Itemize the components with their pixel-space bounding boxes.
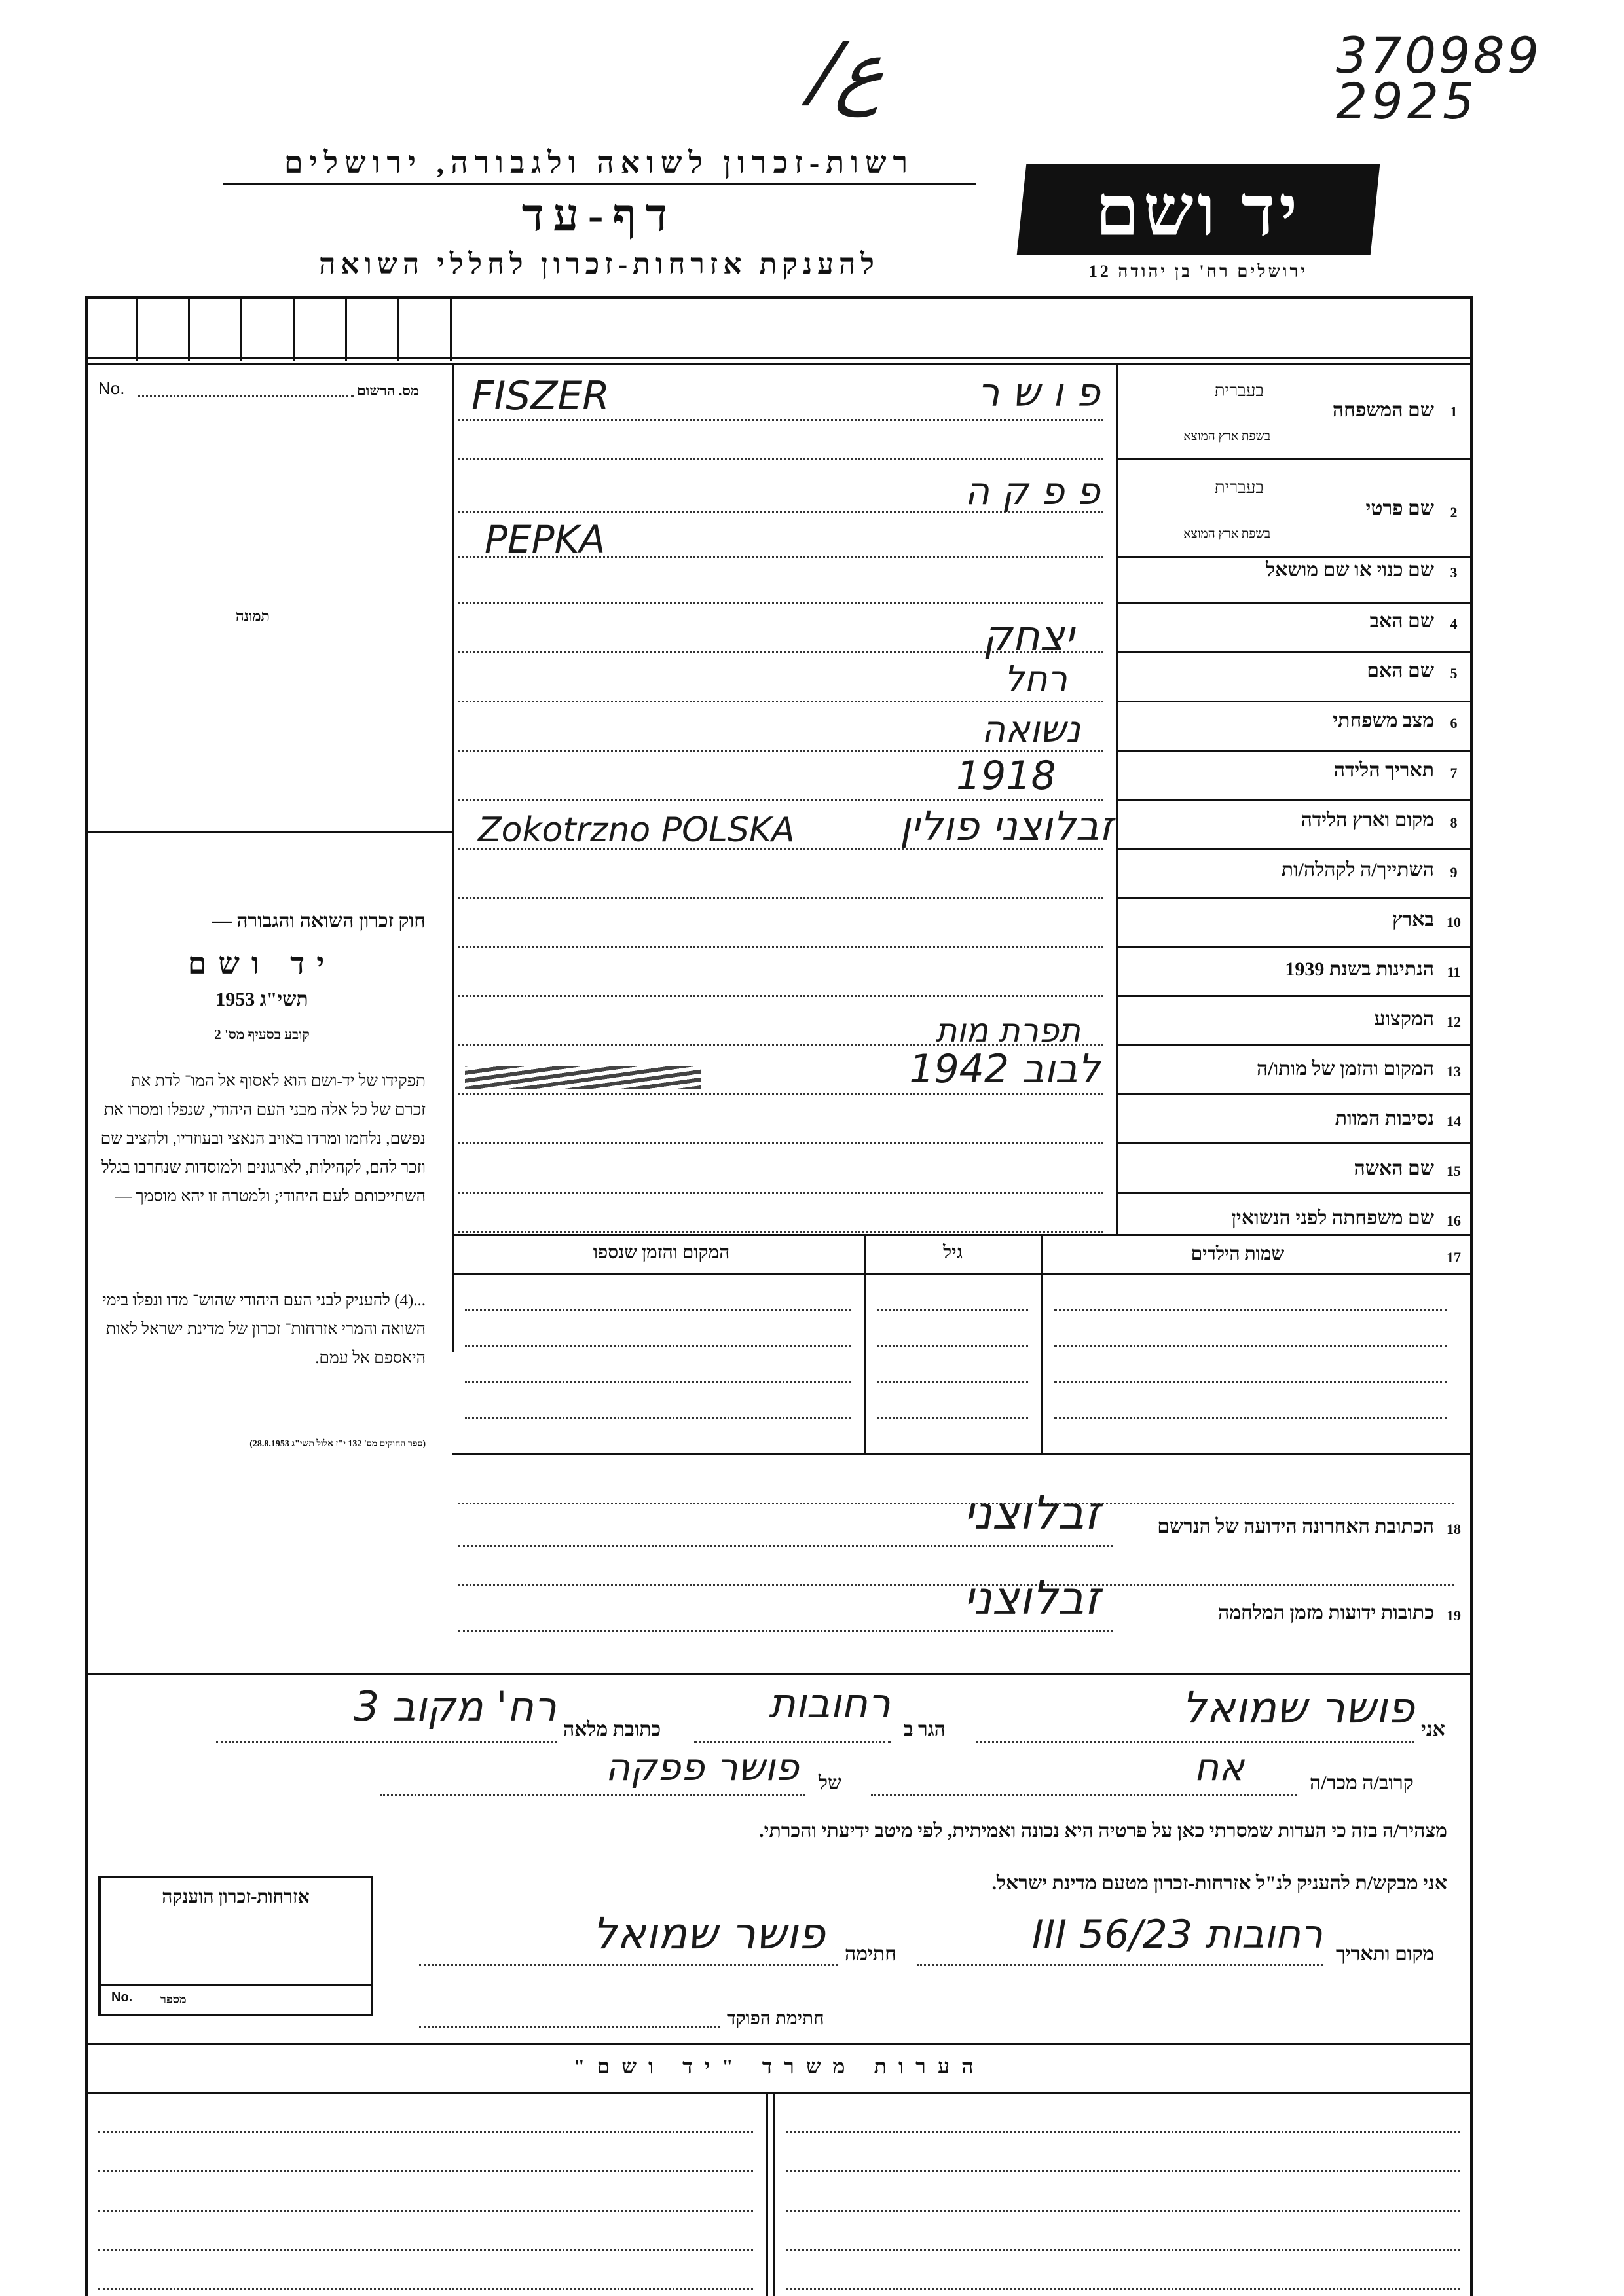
declaration-ani: אני	[1421, 1719, 1445, 1740]
field-death-circumstances-label: נסיבות המוות	[1335, 1108, 1434, 1129]
officer-signature-label: חתימת הפוקד	[727, 2009, 824, 2029]
declaration-request: אני מבקש/ת להעניק לנ"ל אזרחות-זכרון מטעם מדינת ישראל.	[991, 1872, 1447, 1894]
field-war-addresses-label: כתובות ידועות מזמן המלחמה	[1218, 1602, 1434, 1624]
declarant-address-value: רח' מקוב 3	[353, 1683, 557, 1730]
authority-name: רשות-זכרון לשואה ולגבורה, ירושלים	[223, 145, 976, 185]
field-wife-label: שם האשה	[1354, 1157, 1434, 1179]
children-place-header: המקום והזמן שנספו	[593, 1243, 730, 1263]
law-section: קובע בסעיף מס' 2	[214, 1027, 310, 1042]
address-line: ירושלים רח' בן יהודה 12	[1088, 262, 1308, 281]
top-boxes	[85, 296, 452, 361]
archive-number-handwritten: 370989	[1336, 26, 1542, 84]
death-place-value: לבוב 1942	[909, 1046, 1100, 1092]
field-nickname-label: שם כנוי או שם מושאל	[1266, 559, 1434, 581]
declaration-statement: מצהיר/ה בזה כי העדות שמסרתי כאן על פרטיה היא נכונה ואמיתית, לפי מיטב ידיעתי והכרתי.	[759, 1820, 1447, 1842]
surname-latin-value: FISZER	[471, 373, 610, 419]
field-death-label: המקום והזמן של מותו/ה	[1256, 1058, 1434, 1080]
occupation-value: תפרת מות	[935, 1011, 1080, 1049]
firstname-latin-value: PEPKA	[485, 517, 606, 562]
field-surname-label: שם המשפחה	[1332, 399, 1434, 421]
signature-value: פושר שמואל	[592, 1908, 825, 1959]
photo-area	[111, 409, 439, 828]
citizenship-no-label: No.	[111, 1990, 133, 2005]
of-label: של	[819, 1772, 842, 1794]
resides-label: הגר ב	[904, 1719, 946, 1740]
field-maiden-label: שם משפחתה לפני הנשואין	[1231, 1207, 1434, 1229]
photo-label: תמונה	[236, 608, 270, 624]
law-text-1: תפקידו של יד-ושם הוא לאסוף אל המו־ לדת את זכרם של כל אלה מבני העם היהודי, שנפלו ומסרו את נפשם, נלחמו ומרדו באויב הנאצי ובעוזריו, ולהציב שם וזכר להם, לקהילות, לארגונים ולמוסדות שנחרבו בגלל השתייכותם לעם היהודי; ולמטרה זו יהא מוסמך —	[100, 1072, 426, 1205]
birthdate-value: 1918	[956, 753, 1056, 799]
declarant-name-value: פושר שמואל	[1181, 1683, 1414, 1733]
children-age-header: גיל	[943, 1243, 963, 1263]
relative-label: קרוב/ה מכר/ה	[1310, 1772, 1414, 1794]
struck-out-text	[465, 1066, 701, 1089]
form-title: דף-עד	[521, 191, 677, 241]
father-name-value: יצחק	[982, 612, 1074, 661]
registration-label: מס. הרשום	[357, 382, 419, 399]
of-name-value: פושר פפקה	[605, 1745, 799, 1789]
field-marital-label: מצב משפחתי	[1333, 710, 1434, 731]
firstname-hebrew-value: פ פ ק ה	[965, 469, 1100, 513]
war-address-value: זבלוצני	[963, 1571, 1100, 1625]
surname-hebrew-value: פ ו ש ר	[977, 370, 1100, 416]
field-firstname-label: שם פרטי	[1365, 498, 1434, 519]
office-notes-title: הערות משרד "יד ושם"	[573, 2054, 986, 2078]
field-nationality-label: הנתינות בשנת 1939	[1285, 958, 1434, 980]
field-last-address-label: הכתובת האחרונה הידועה של הנרשם	[1157, 1516, 1434, 1537]
field-father-label: שם האב	[1369, 610, 1434, 632]
form-subtitle: להענקת אזרחות-זכרון לחללי השואה	[319, 248, 879, 280]
law-text-2: ...(4) להעניק לבני העם היהודי שהוש־ מדו ונפלו בימי השואה והמרי אזרחות־ זכרון של מדינת ישראל לאות היאספם אל עמם.	[102, 1292, 426, 1367]
marital-status-value: נשואה	[981, 708, 1080, 751]
archive-number-2-handwritten: 2925	[1336, 72, 1479, 130]
field-community-label: השתייך/ה לקהלה/ות	[1281, 859, 1434, 881]
law-name: יד ושם	[187, 947, 337, 980]
field-mother-label: שם האם	[1367, 660, 1434, 682]
citizenship-num-label: מספר	[160, 1993, 187, 2006]
field-birthdate-label: תאריך הלידה	[1333, 759, 1434, 781]
place-date-label: מקום ותאריך	[1336, 1943, 1435, 1965]
law-year: תשי"ג 1953	[215, 989, 308, 1010]
file-mark-handwritten: /ع	[805, 26, 892, 117]
relation-value: אח	[1194, 1745, 1244, 1789]
field-occupation-label: המקצוע	[1374, 1008, 1434, 1030]
law-citation: (ספר החוקים מס' 132 י"ז אלול תשי"ג 28.8.1953)	[249, 1439, 426, 1449]
mother-name-value: רחל	[1004, 658, 1067, 699]
signature-label: חתימה	[845, 1943, 896, 1965]
place-date-value: רחובות 23/III 56	[1031, 1912, 1323, 1958]
children-names-header: שמות הילדים	[1190, 1244, 1285, 1264]
citizenship-title: אזרחות-זכרון הוענקה	[162, 1887, 310, 1907]
birthplace-latin-value: Zokotrzno POLSKA	[478, 811, 795, 850]
full-address-label: כתובת מלאה	[563, 1719, 661, 1740]
law-title: חוק זכרון השואה והגבורה —	[212, 910, 426, 932]
field-country-label: בארץ	[1392, 909, 1434, 930]
field-birthplace-label: מקום וארץ הלידה	[1301, 809, 1434, 831]
logo-text: יד ושם	[1095, 173, 1302, 251]
birthplace-hebrew-value: זבלוצני פולין	[899, 802, 1113, 850]
last-address-value: זבלוצני	[963, 1486, 1100, 1540]
declarant-city-value: רחובות	[769, 1679, 891, 1727]
photo-no-label: No.	[98, 378, 125, 398]
